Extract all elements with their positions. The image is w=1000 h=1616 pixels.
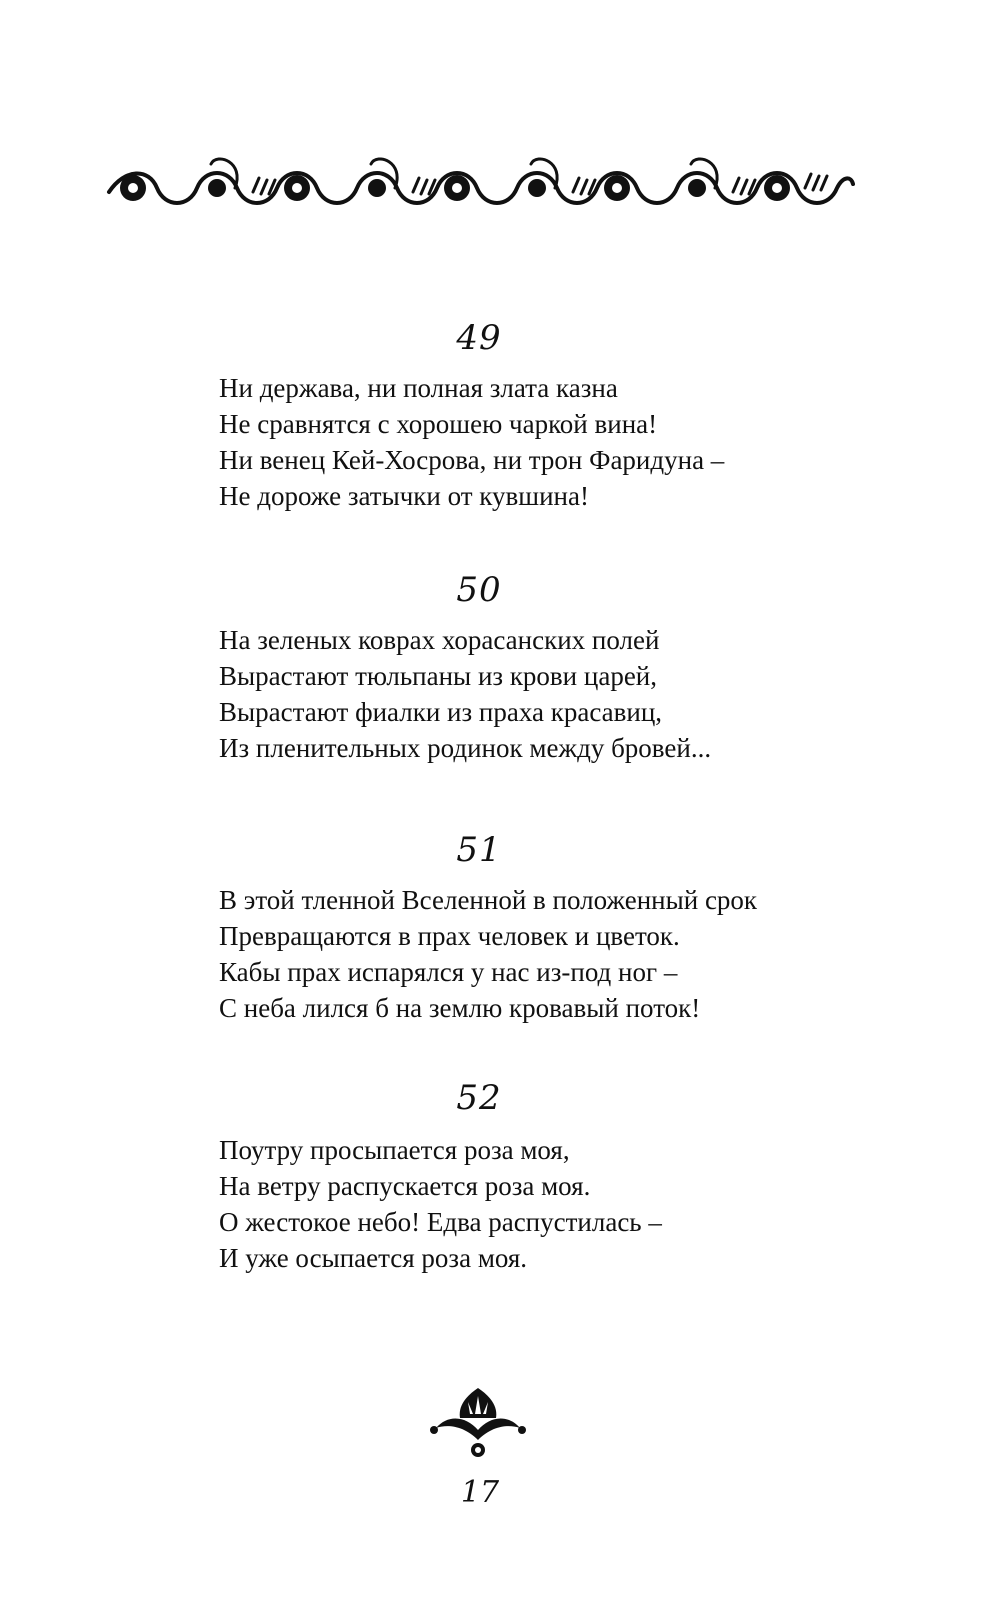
palmette-ornament: [428, 1384, 528, 1460]
verse-line: С неба лился б на землю кровавый поток!: [219, 993, 701, 1023]
verse-line: О жестокое небо! Едва распустилась –: [219, 1207, 662, 1237]
verse-line: Не сравнятся с хорошею чаркой вина!: [219, 409, 658, 439]
verse-line: И уже осыпается роза моя.: [219, 1243, 528, 1273]
verse-line: Из пленительных родинок между бровей...: [219, 733, 712, 763]
quatrain-number: 50: [456, 570, 502, 610]
page-number: 17: [460, 1475, 500, 1510]
quatrain-number: 51: [456, 830, 502, 870]
verse-line: Превращаются в прах человек и цветок.: [219, 921, 680, 951]
verse-line: В этой тленной Вселенной в положенный срок: [219, 885, 758, 915]
quatrain-number: 52: [456, 1078, 502, 1118]
verse-line: На зеленых коврах хорасанских полей: [219, 625, 660, 655]
quatrain-lines: [219, 622, 711, 766]
scroll-vine-border-ornament: [105, 148, 857, 220]
quatrain-lines: [219, 1132, 662, 1276]
verse-line: Поутру просыпается роза моя,: [219, 1135, 570, 1165]
verse-line: На ветру распускается роза моя.: [219, 1171, 591, 1201]
quatrain-lines: [219, 882, 757, 1026]
verse-line: Не дороже затычки от кувшина!: [219, 481, 589, 511]
verse-line: Вырастают фиалки из праха красавиц,: [219, 697, 663, 727]
verse-line: Ни держава, ни полная злата казна: [219, 373, 618, 403]
verse-line: Вырастают тюльпаны из крови царей,: [219, 661, 657, 691]
verse-line: Ни венец Кей-Хосрова, ни трон Фаридуна –: [219, 445, 725, 475]
verse-line: Кабы прах испарялся у нас из-под ног –: [219, 957, 678, 987]
quatrain-number: 49: [456, 318, 502, 358]
quatrain-lines: [219, 370, 724, 514]
